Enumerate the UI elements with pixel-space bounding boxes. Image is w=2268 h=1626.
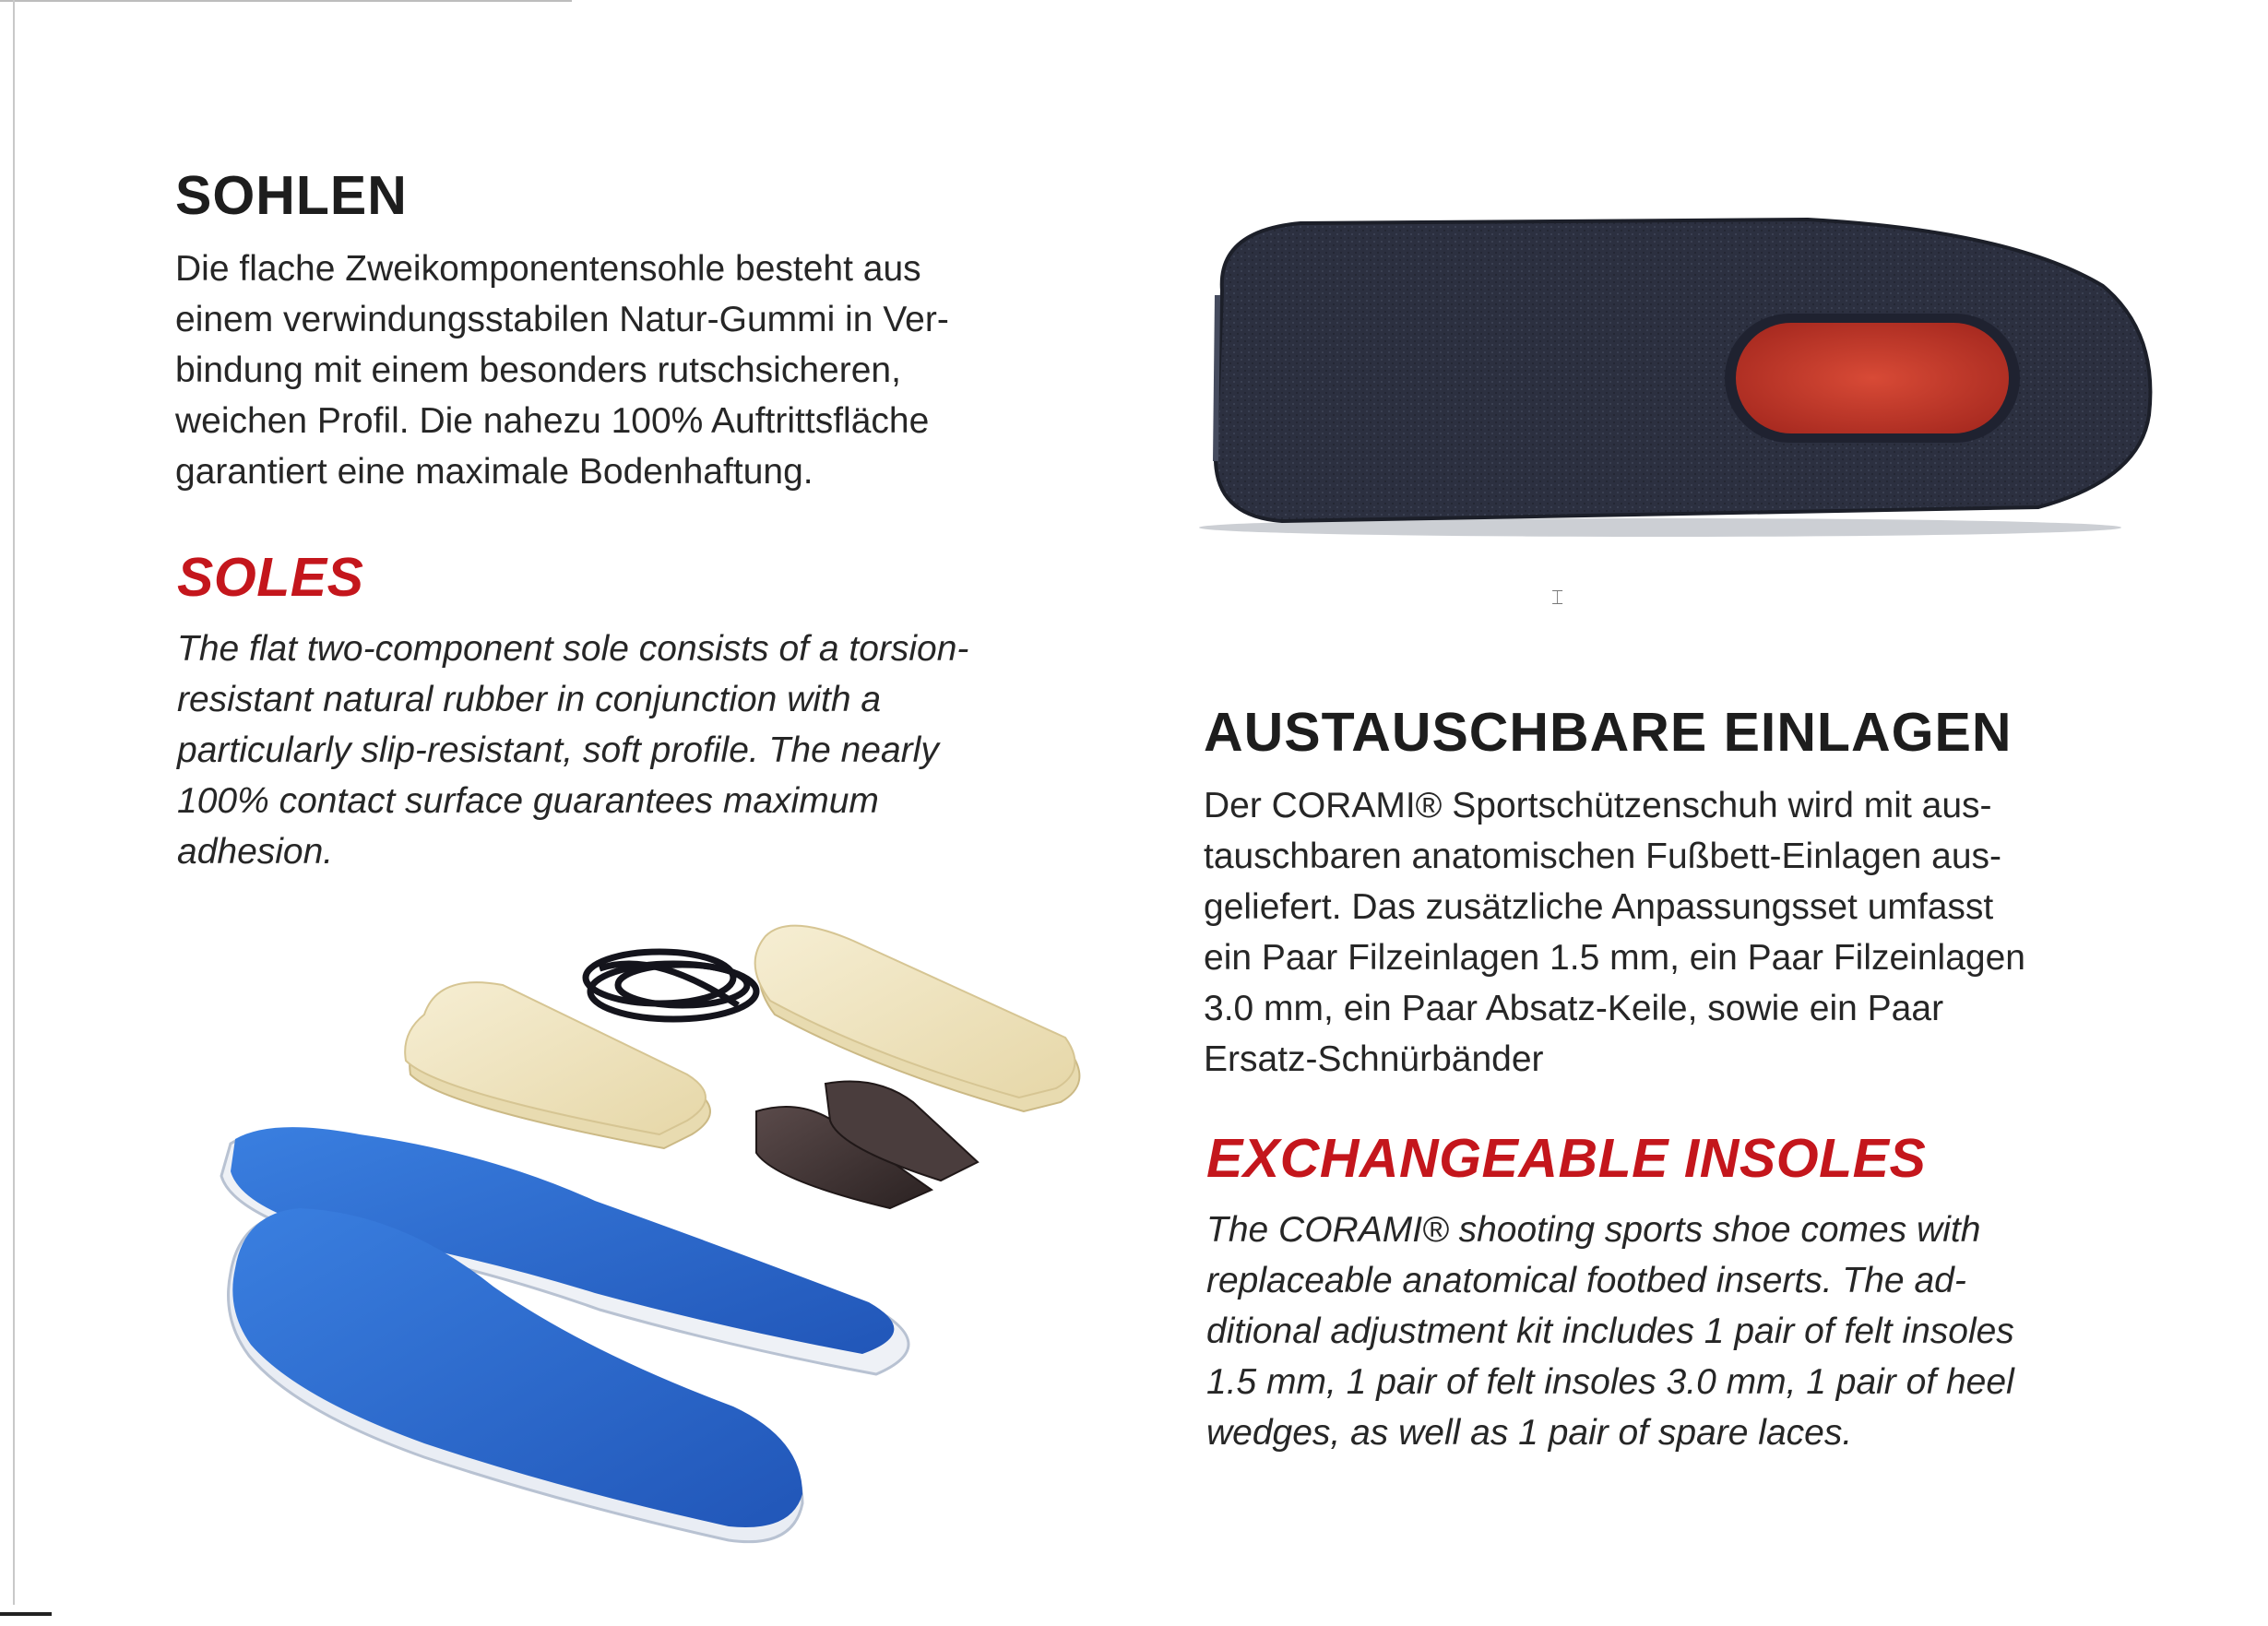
text-line: ein Paar Filzeinlagen 1.5 mm, ein Paar Filzeinlagen xyxy=(1204,938,2025,978)
text-line: 100% contact surface guarantees maximum xyxy=(177,781,879,821)
text-line: adhesion. xyxy=(177,832,334,872)
section-insoles xyxy=(1206,1127,2014,1458)
sole-edge xyxy=(1216,295,1217,461)
paragraph-sohlen xyxy=(175,243,949,497)
paragraph-soles xyxy=(177,623,968,877)
text-line: ditional adjustment kit includes 1 pair of felt insoles xyxy=(1206,1311,2014,1351)
text-line: tauschbaren anatomischen Fußbett-Einlagen aus- xyxy=(1204,837,2002,876)
shoe-sole-photo xyxy=(1181,203,2158,553)
insoles-kit-photo xyxy=(212,913,1125,1577)
page-edge-top xyxy=(0,0,572,2)
scan-mark-icon: ⌶ xyxy=(1551,586,1564,609)
text-line: weichen Profil. Die nahezu 100% Auftrittsfläche xyxy=(175,401,930,441)
text-line: Die flache Zweikomponentensohle besteht aus xyxy=(175,249,921,289)
heading-einlagen: AUSTAUSCHBARE EINLAGEN xyxy=(1204,702,2013,763)
text-line: particularly slip-resistant, soft profile. The nearly xyxy=(177,730,939,770)
laces xyxy=(586,952,756,1019)
paragraph-einlagen xyxy=(1204,780,2025,1085)
text-line: bindung mit einem besonders rutschsicheren, xyxy=(175,350,901,390)
text-line: The flat two-component sole consists of a torsion- xyxy=(177,629,969,669)
page-edge-left xyxy=(13,0,15,1605)
heading-sohlen: SOHLEN xyxy=(175,165,408,226)
text-line: einem verwindungsstabilen Natur-Gummi in Ver- xyxy=(175,300,949,339)
text-line: The CORAMI® shooting sports shoe comes with xyxy=(1206,1210,1981,1250)
text-line: resistant natural rubber in conjunction with a xyxy=(177,680,882,719)
blue-insoles xyxy=(221,1127,908,1542)
heading-insoles: EXCHANGEABLE INSOLES xyxy=(1206,1128,1927,1189)
text-line: wedges, as well as 1 pair of spare laces. xyxy=(1206,1413,1853,1453)
text-line: garantiert eine maximale Bodenhaftung. xyxy=(175,452,813,492)
text-line: Der CORAMI® Sportschützenschuh wird mit aus- xyxy=(1204,786,1992,825)
heel-wedges xyxy=(756,1082,978,1209)
heel-insert xyxy=(1736,323,2009,433)
felt-insoles-right xyxy=(755,926,1080,1111)
corner-mark xyxy=(0,1612,52,1616)
heading-soles: SOLES xyxy=(177,547,364,608)
section-sohlen xyxy=(175,164,949,497)
section-soles xyxy=(177,546,968,877)
text-line: 3.0 mm, ein Paar Absatz-Keile, sowie ein Paar xyxy=(1204,989,1944,1028)
text-line: Ersatz-Schnürbänder xyxy=(1204,1039,1544,1079)
text-line: geliefert. Das zusätzliche Anpassungsset umfasst xyxy=(1204,887,1994,927)
paragraph-insoles xyxy=(1206,1205,2014,1458)
text-line: replaceable anatomical footbed inserts. The ad- xyxy=(1206,1261,1966,1300)
text-line: 1.5 mm, 1 pair of felt insoles 3.0 mm, 1 pair of heel xyxy=(1206,1362,2014,1402)
section-einlagen xyxy=(1204,701,2025,1085)
